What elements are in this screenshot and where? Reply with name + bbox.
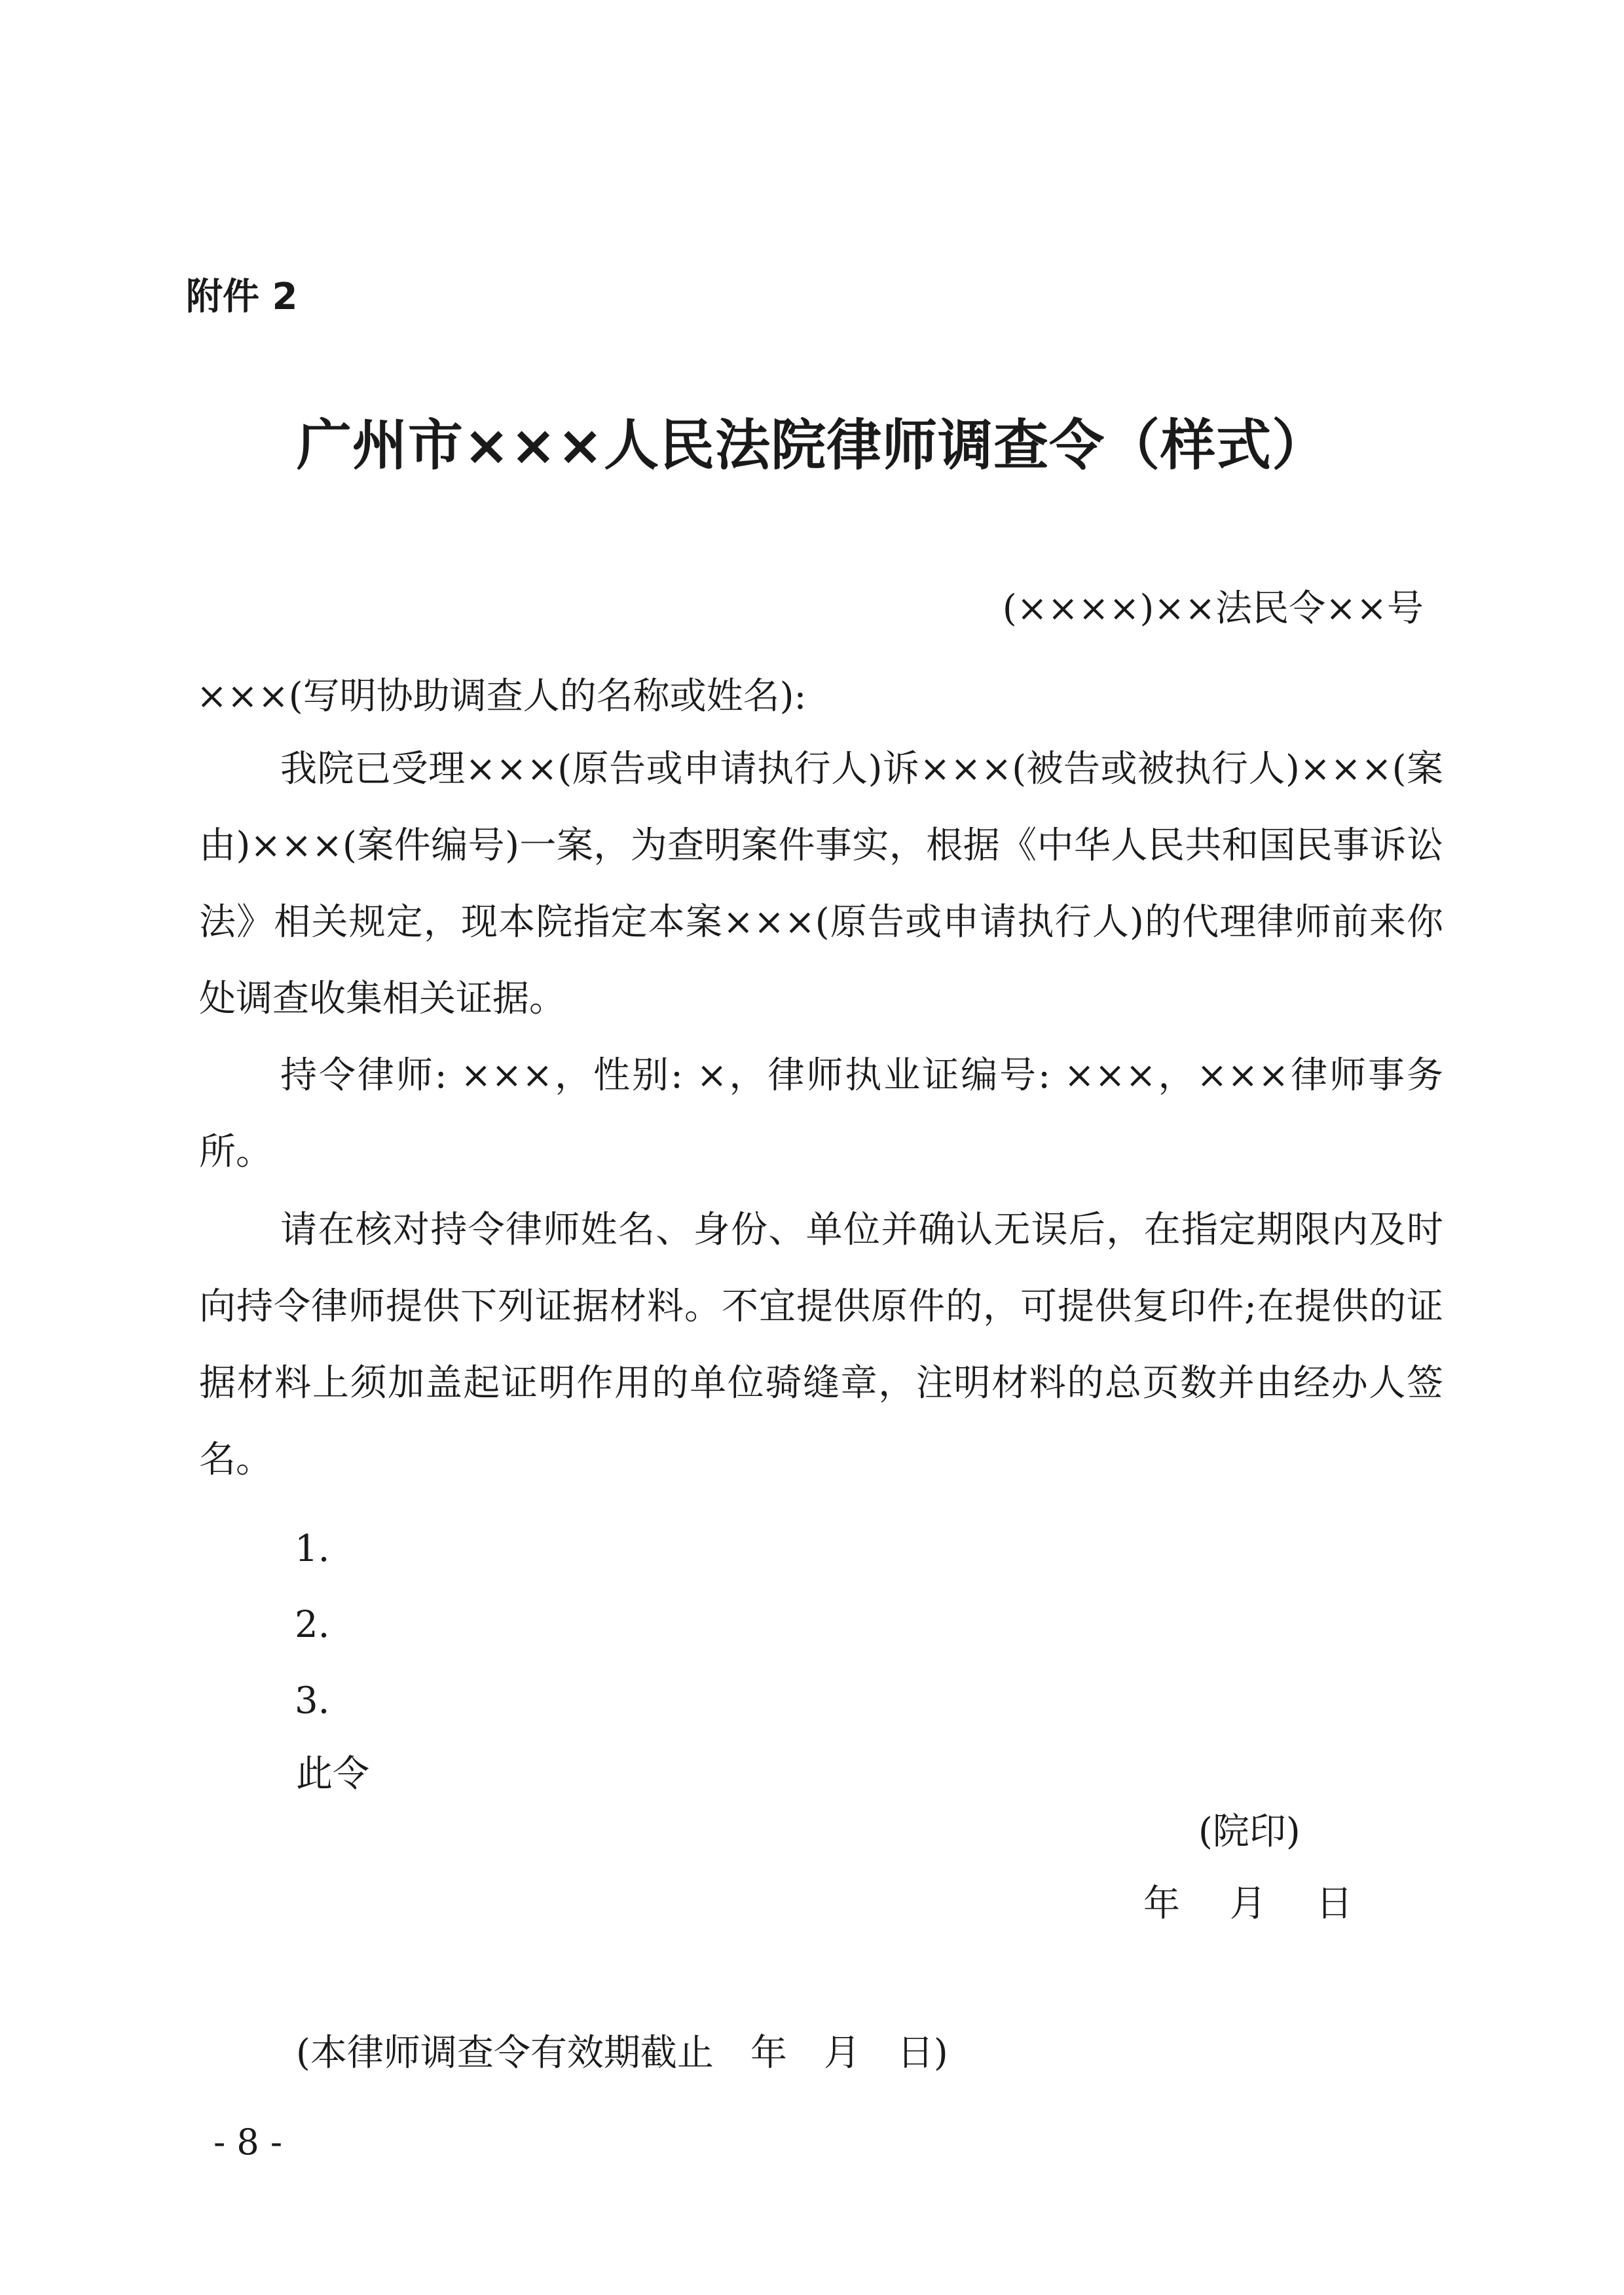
- court-seal-placeholder: (院印): [1198, 1810, 1301, 1853]
- evidence-list-item: 2.: [295, 1604, 330, 1646]
- paragraph-lawyer-info: 持令律师: ×××，性别: ×，律师执业证编号: ×××，×××律师事务所。: [199, 1054, 1443, 1173]
- issue-date: 年 月 日: [1143, 1882, 1353, 1925]
- addressee-line: ×××(写明协助调查人的名称或姓名):: [196, 675, 807, 718]
- page-number: - 8 -: [213, 2121, 283, 2163]
- order-closing: 此令: [296, 1753, 369, 1795]
- paragraph-case-acceptance: 我院已受理×××(原告或申请执行人)诉×××(被告或被执行人)×××(案由)×××(案件编号)一案，为查明案件事实，根据《中华人民共和国民事诉讼法》相关规定，现本院指定本案×××(原告或申请执行人)的代理律师前来你处调查收集相关证据。: [199, 748, 1443, 1020]
- attachment-label: 附件 2: [186, 276, 298, 318]
- document-title: 广州市×××人民法院律师调查令（样式）: [296, 413, 1328, 477]
- document-number: (××××)××法民令××号: [1002, 587, 1424, 630]
- evidence-list-item: 3.: [295, 1680, 330, 1722]
- validity-note: (本律师调查令有效期截止 年 月 日): [296, 2032, 948, 2074]
- paragraph-evidence-request: 请在核对持令律师姓名、身份、单位并确认无误后，在指定期限内及时向持令律师提供下列证据材料。不宜提供原件的，可提供复印件;在提供的证据材料上须加盖起证明作用的单位骑缝章，注明材料的总页数并由经办人签名。: [199, 1209, 1443, 1481]
- evidence-list-item: 1.: [295, 1528, 330, 1570]
